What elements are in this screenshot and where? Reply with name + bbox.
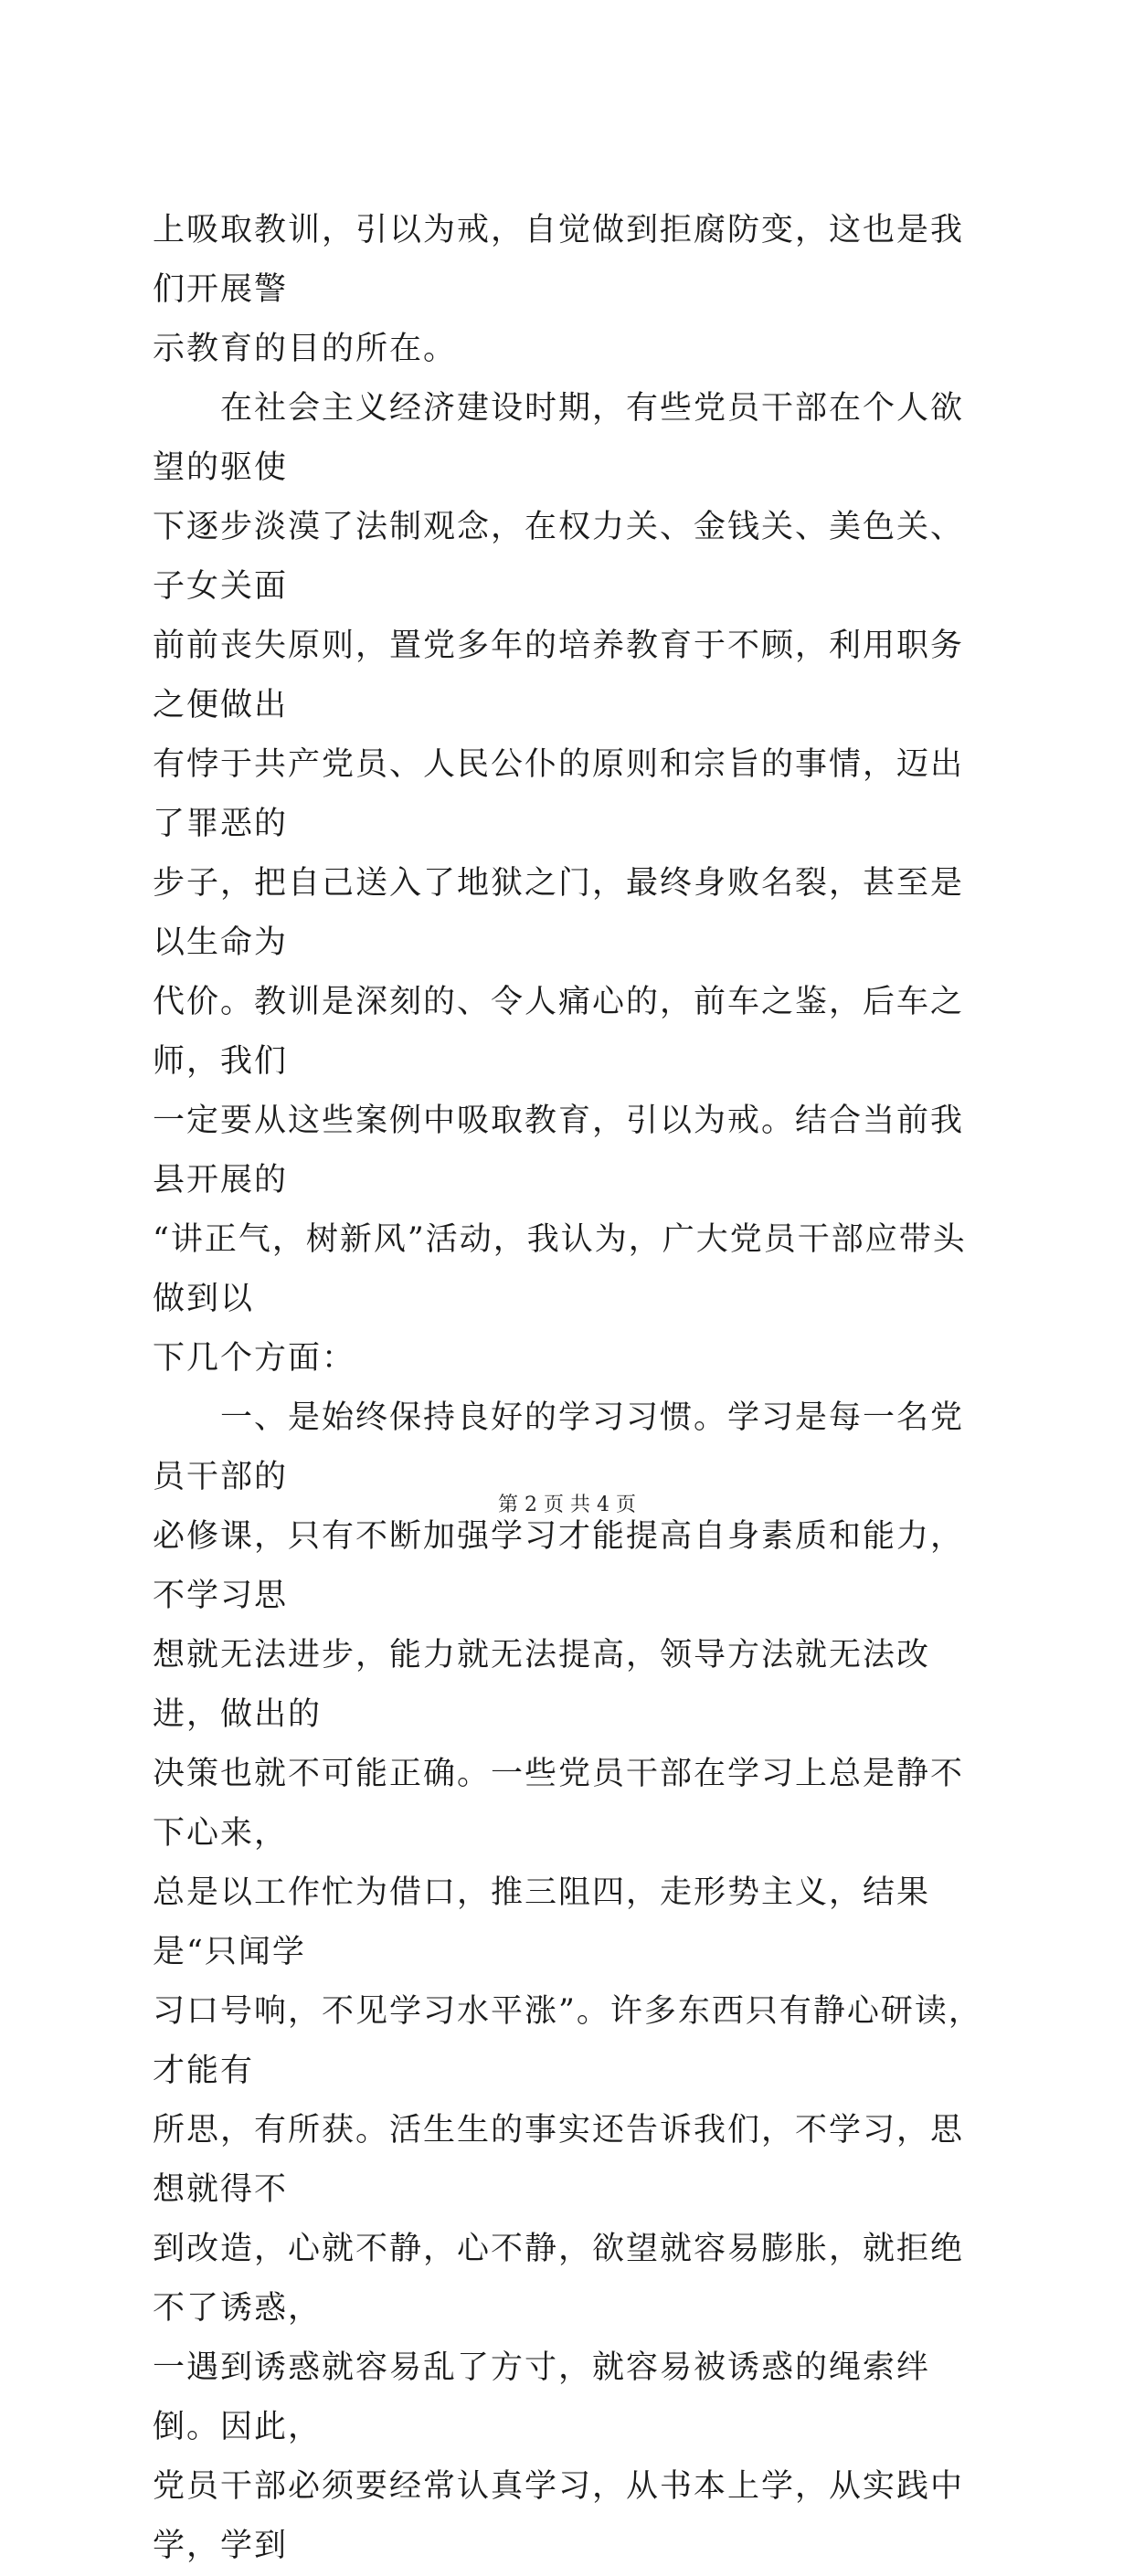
document-body [153, 201, 984, 2576]
paragraph-study-habits: 一、是始终保持良好的学习习惯。学习是每一名党员干部的 必修课，只有不断加强学习才能提高自身素质和能力，不学习思 想就无法进步，能力就无法提高，领导方法就无法改进，做出的 决策也就不可能正确。一些党员干部在学习上总是静不下心来， 总是以工作忙为借口，推三阻四，走形势主义，结果是“只闻学 习口号响，不见学习水平涨”。许多东西只有静心研读，才能有 所思，有所获。活生生的事实还告诉我们，不学习，思想就得不 到改造，心就不静，心不静，欲望就容易膨胀，就拒绝不了诱惑， 一遇到诱惑就容易乱了方寸，就容易被诱惑的绳索绊倒。因此， 党员干部必须要经常认真学习，从书本上学，从实践中学，学到 [153, 1399, 982, 2564]
page-footer: 第 2 页 共 4 页 [498, 1494, 636, 1516]
paragraph-warning-lessons: 在社会主义经济建设时期，有些党员干部在个人欲望的驱使 下逐步淡漠了法制观念，在权力关、金钱关、美色关、子女关面 前前丧失原则，置党多年的培养教育于不顾，利用职务之便做出 有悖于共产党员、人民公仆的原则和宗旨的事情，迈出了罪恶的 步子，把自己送入了地狱之门，最终身败名裂，甚至是以生命为 代价。教训是深刻的、令人痛心的，前车之鉴，后车之师，我们 一定要从这些案例中吸取教育，引以为戒。结合当前我县开展的 “讲正气，树新风”活动，我认为，广大党员干部应带头做到以 下几个方面： [153, 390, 967, 1377]
paragraph-continuation: 上吸取教训，引以为戒，自觉做到拒腐防变，这也是我们开展警 示教育的目的所在。 [153, 212, 965, 367]
